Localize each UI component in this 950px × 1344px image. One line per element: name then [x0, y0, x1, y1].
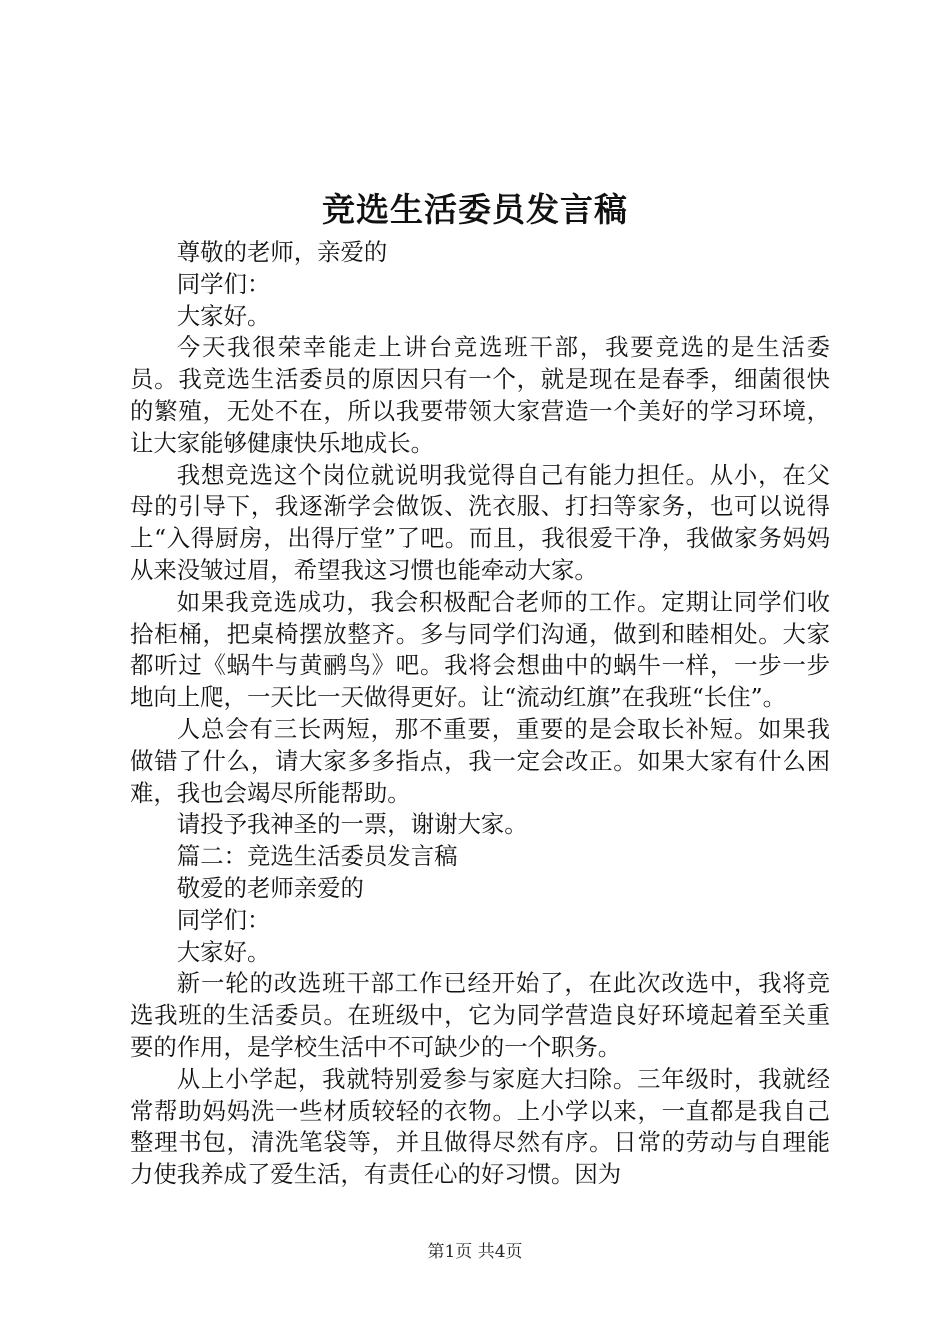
paragraph: 从上小学起，我就特别爱参与家庭大扫除。三年级时，我就经常帮助妈妈洗一些材质较轻的衣物。上小学以来，一直都是我自己整理书包，清洗笔袋等，并且做得尽然有序。日常的劳动与自理能力使我养成了爱生活，有责任心的好习惯。因为: [130, 1064, 830, 1189]
section-heading: 篇二：竞选生活委员发言稿: [176, 842, 458, 871]
page-footer: 第1页 共4页: [427, 1242, 523, 1262]
document-body: [130, 237, 830, 1191]
paragraph: 同学们：: [176, 905, 271, 934]
paragraph: 敬爱的老师亲爱的: [176, 873, 364, 902]
paragraph: 我想竞选这个岗位就说明我觉得自己有能力担任。从小，在父母的引导下，我逐渐学会做饭、洗衣服、打扫等家务，也可以说得上“入得厨房，出得厅堂”了吧。而且，我很爱干净，我做家务妈妈从来没皱过眉，希望我这习惯也能牵动大家。: [130, 460, 830, 584]
paragraph: 今天我很荣幸能走上讲台竞选班干部，我要竞选的是生活委员。我竞选生活委员的原因只有一个，就是现在是春季，细菌很快的繁殖，无处不在，所以我要带领大家营造一个美好的学习环境，让大家能够健康快乐地成长。: [130, 333, 830, 457]
paragraph: 尊敬的老师，亲爱的: [176, 238, 388, 266]
document-title: 竞选生活委员发言稿: [322, 190, 628, 229]
paragraph: 大家好。: [176, 937, 271, 966]
paragraph: 大家好。: [176, 301, 271, 330]
paragraph: 如果我竞选成功，我会积极配合老师的工作。定期让同学们收拾柜桶，把桌椅摆放整齐。多与同学们沟通，做到和睦相处。大家都听过《蜗牛与黄鹂鸟》吧。我将会想曲中的蜗牛一样，一步一步地向上爬，一天比一天做得更好。让“流动红旗”在我班“长住”。: [130, 587, 830, 712]
paragraph: 同学们：: [176, 269, 271, 298]
paragraph: 请投予我神圣的一票，谢谢大家。: [176, 810, 528, 839]
paragraph: 新一轮的改选班干部工作已经开始了，在此次改选中，我将竞选我班的生活委员。在班级中，它为同学营造良好环境起着至关重要的作用，是学校生活中不可缺少的一个职务。: [130, 969, 830, 1061]
paragraph: 人总会有三长两短，那不重要，重要的是会取长补短。如果我做错了什么，请大家多多指点，我一定会改正。如果大家有什么困难，我也会竭尽所能帮助。: [130, 714, 830, 807]
